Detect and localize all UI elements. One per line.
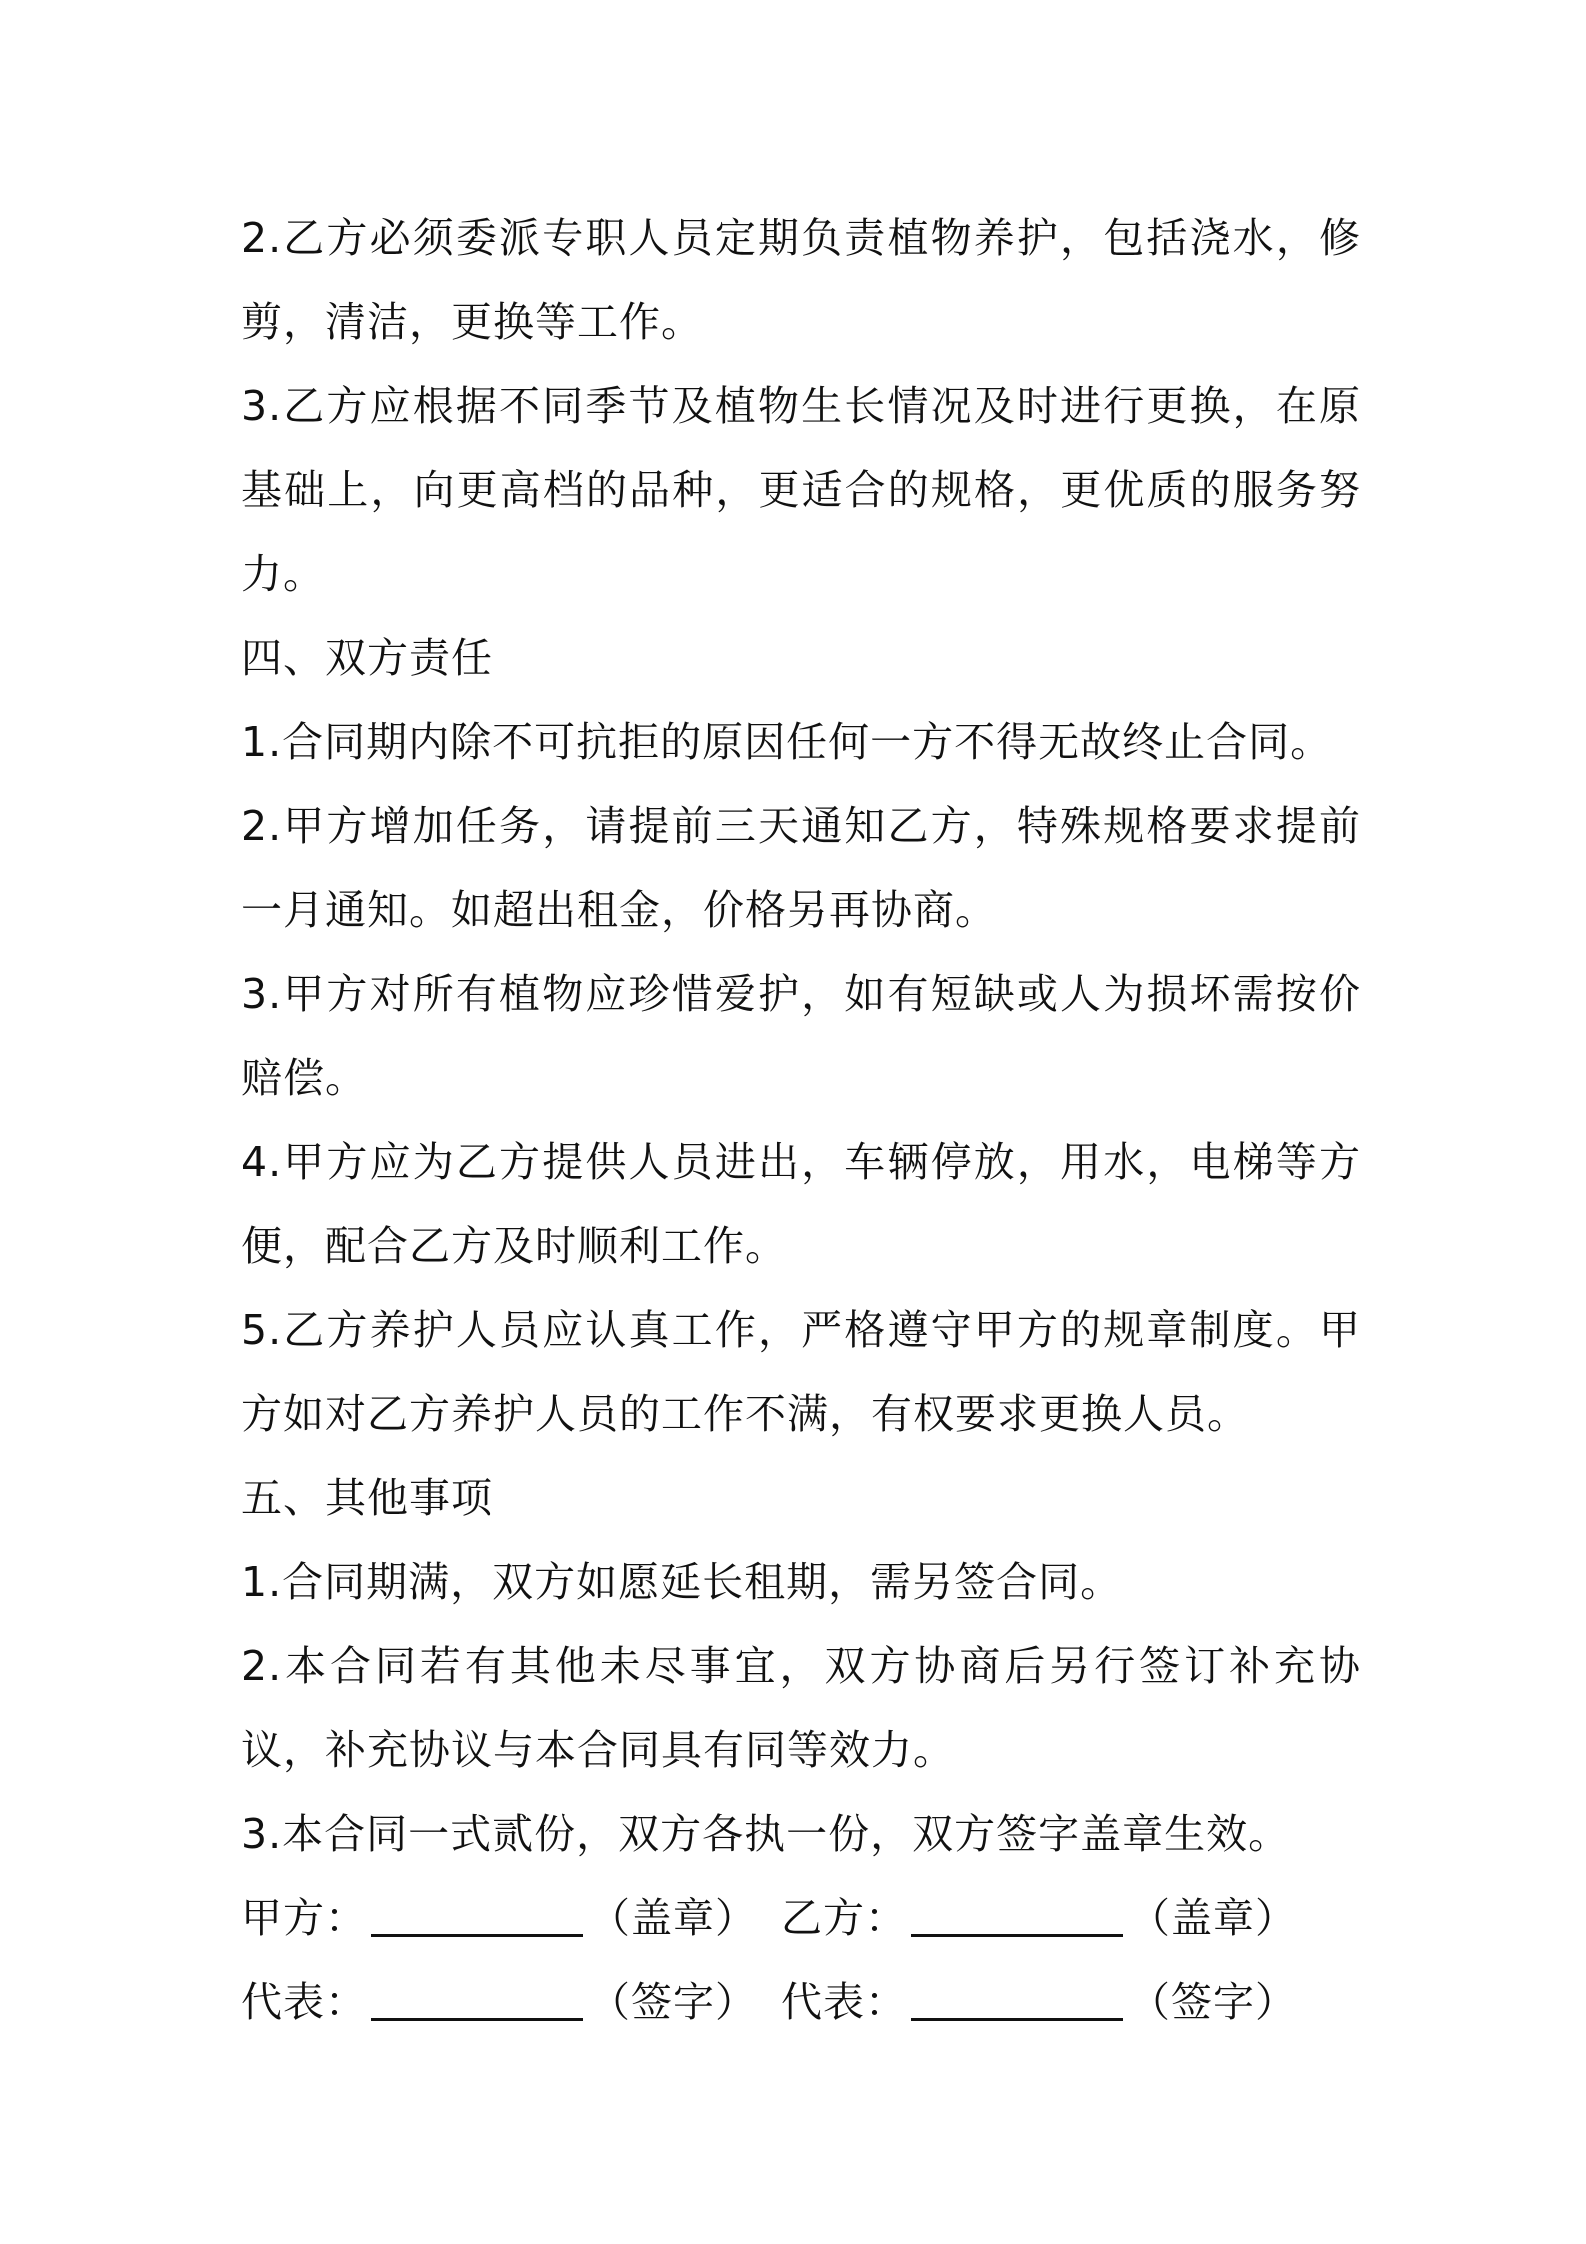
rep-a-suffix: （签字）	[589, 1978, 757, 2026]
clause-4-1: 1.合同期内除不可抗拒的原因任何一方不得无故终止合同。	[241, 718, 1333, 766]
party-b-label: 乙方：	[781, 1894, 907, 1942]
clause-3-2: 2.乙方必须委派专职人员定期负责植物养护，包括浇水，修剪，清洁，更换等工作。	[241, 214, 1361, 346]
clause-4-3: 3.甲方对所有植物应珍惜爱护，如有短缺或人为损坏需按价赔偿。	[241, 970, 1361, 1102]
clause-4-2: 2.甲方增加任务，请提前三天通知乙方，特殊规格要求提前一月通知。如超出租金，价格另再协商。	[241, 802, 1361, 934]
signature-row-representatives	[241, 1960, 1361, 2044]
party-b-signature	[781, 1876, 1297, 1960]
rep-a-label: 代表：	[241, 1978, 367, 2026]
clause-4-4: 4.甲方应为乙方提供人员进出，车辆停放，用水，电梯等方便，配合乙方及时顺利工作。	[241, 1138, 1361, 1270]
party-a-suffix: （盖章）	[589, 1894, 757, 1942]
rep-a-blank-line[interactable]	[371, 1960, 583, 2021]
party-b-blank-line[interactable]	[911, 1876, 1123, 1937]
clause-3-3: 3.乙方应根据不同季节及植物生长情况及时进行更换，在原基础上，向更高档的品种，更适合的规格，更优质的服务努力。	[241, 382, 1361, 598]
party-a-blank-line[interactable]	[371, 1876, 583, 1937]
rep-a-signature	[241, 1960, 757, 2044]
rep-b-label: 代表：	[781, 1978, 907, 2026]
signature-row-parties	[241, 1876, 1361, 1960]
clause-5-2: 2.本合同若有其他未尽事宜，双方协商后另行签订补充协议，补充协议与本合同具有同等效力。	[241, 1642, 1361, 1774]
party-a-signature	[241, 1876, 757, 1960]
section-5-heading: 五、其他事项	[241, 1474, 493, 1522]
rep-b-blank-line[interactable]	[911, 1960, 1123, 2021]
rep-b-signature	[781, 1960, 1297, 2044]
clause-5-3: 3.本合同一式贰份，双方各执一份，双方签字盖章生效。	[241, 1810, 1291, 1858]
party-b-suffix: （盖章）	[1129, 1894, 1297, 1942]
section-4-heading: 四、双方责任	[241, 634, 493, 682]
contract-page	[241, 196, 1361, 2044]
rep-b-suffix: （签字）	[1129, 1978, 1297, 2026]
party-a-label: 甲方：	[241, 1894, 367, 1942]
clause-4-5: 5.乙方养护人员应认真工作，严格遵守甲方的规章制度。甲方如对乙方养护人员的工作不满，有权要求更换人员。	[241, 1306, 1361, 1438]
clause-5-1: 1.合同期满，双方如愿延长租期，需另签合同。	[241, 1558, 1123, 1606]
